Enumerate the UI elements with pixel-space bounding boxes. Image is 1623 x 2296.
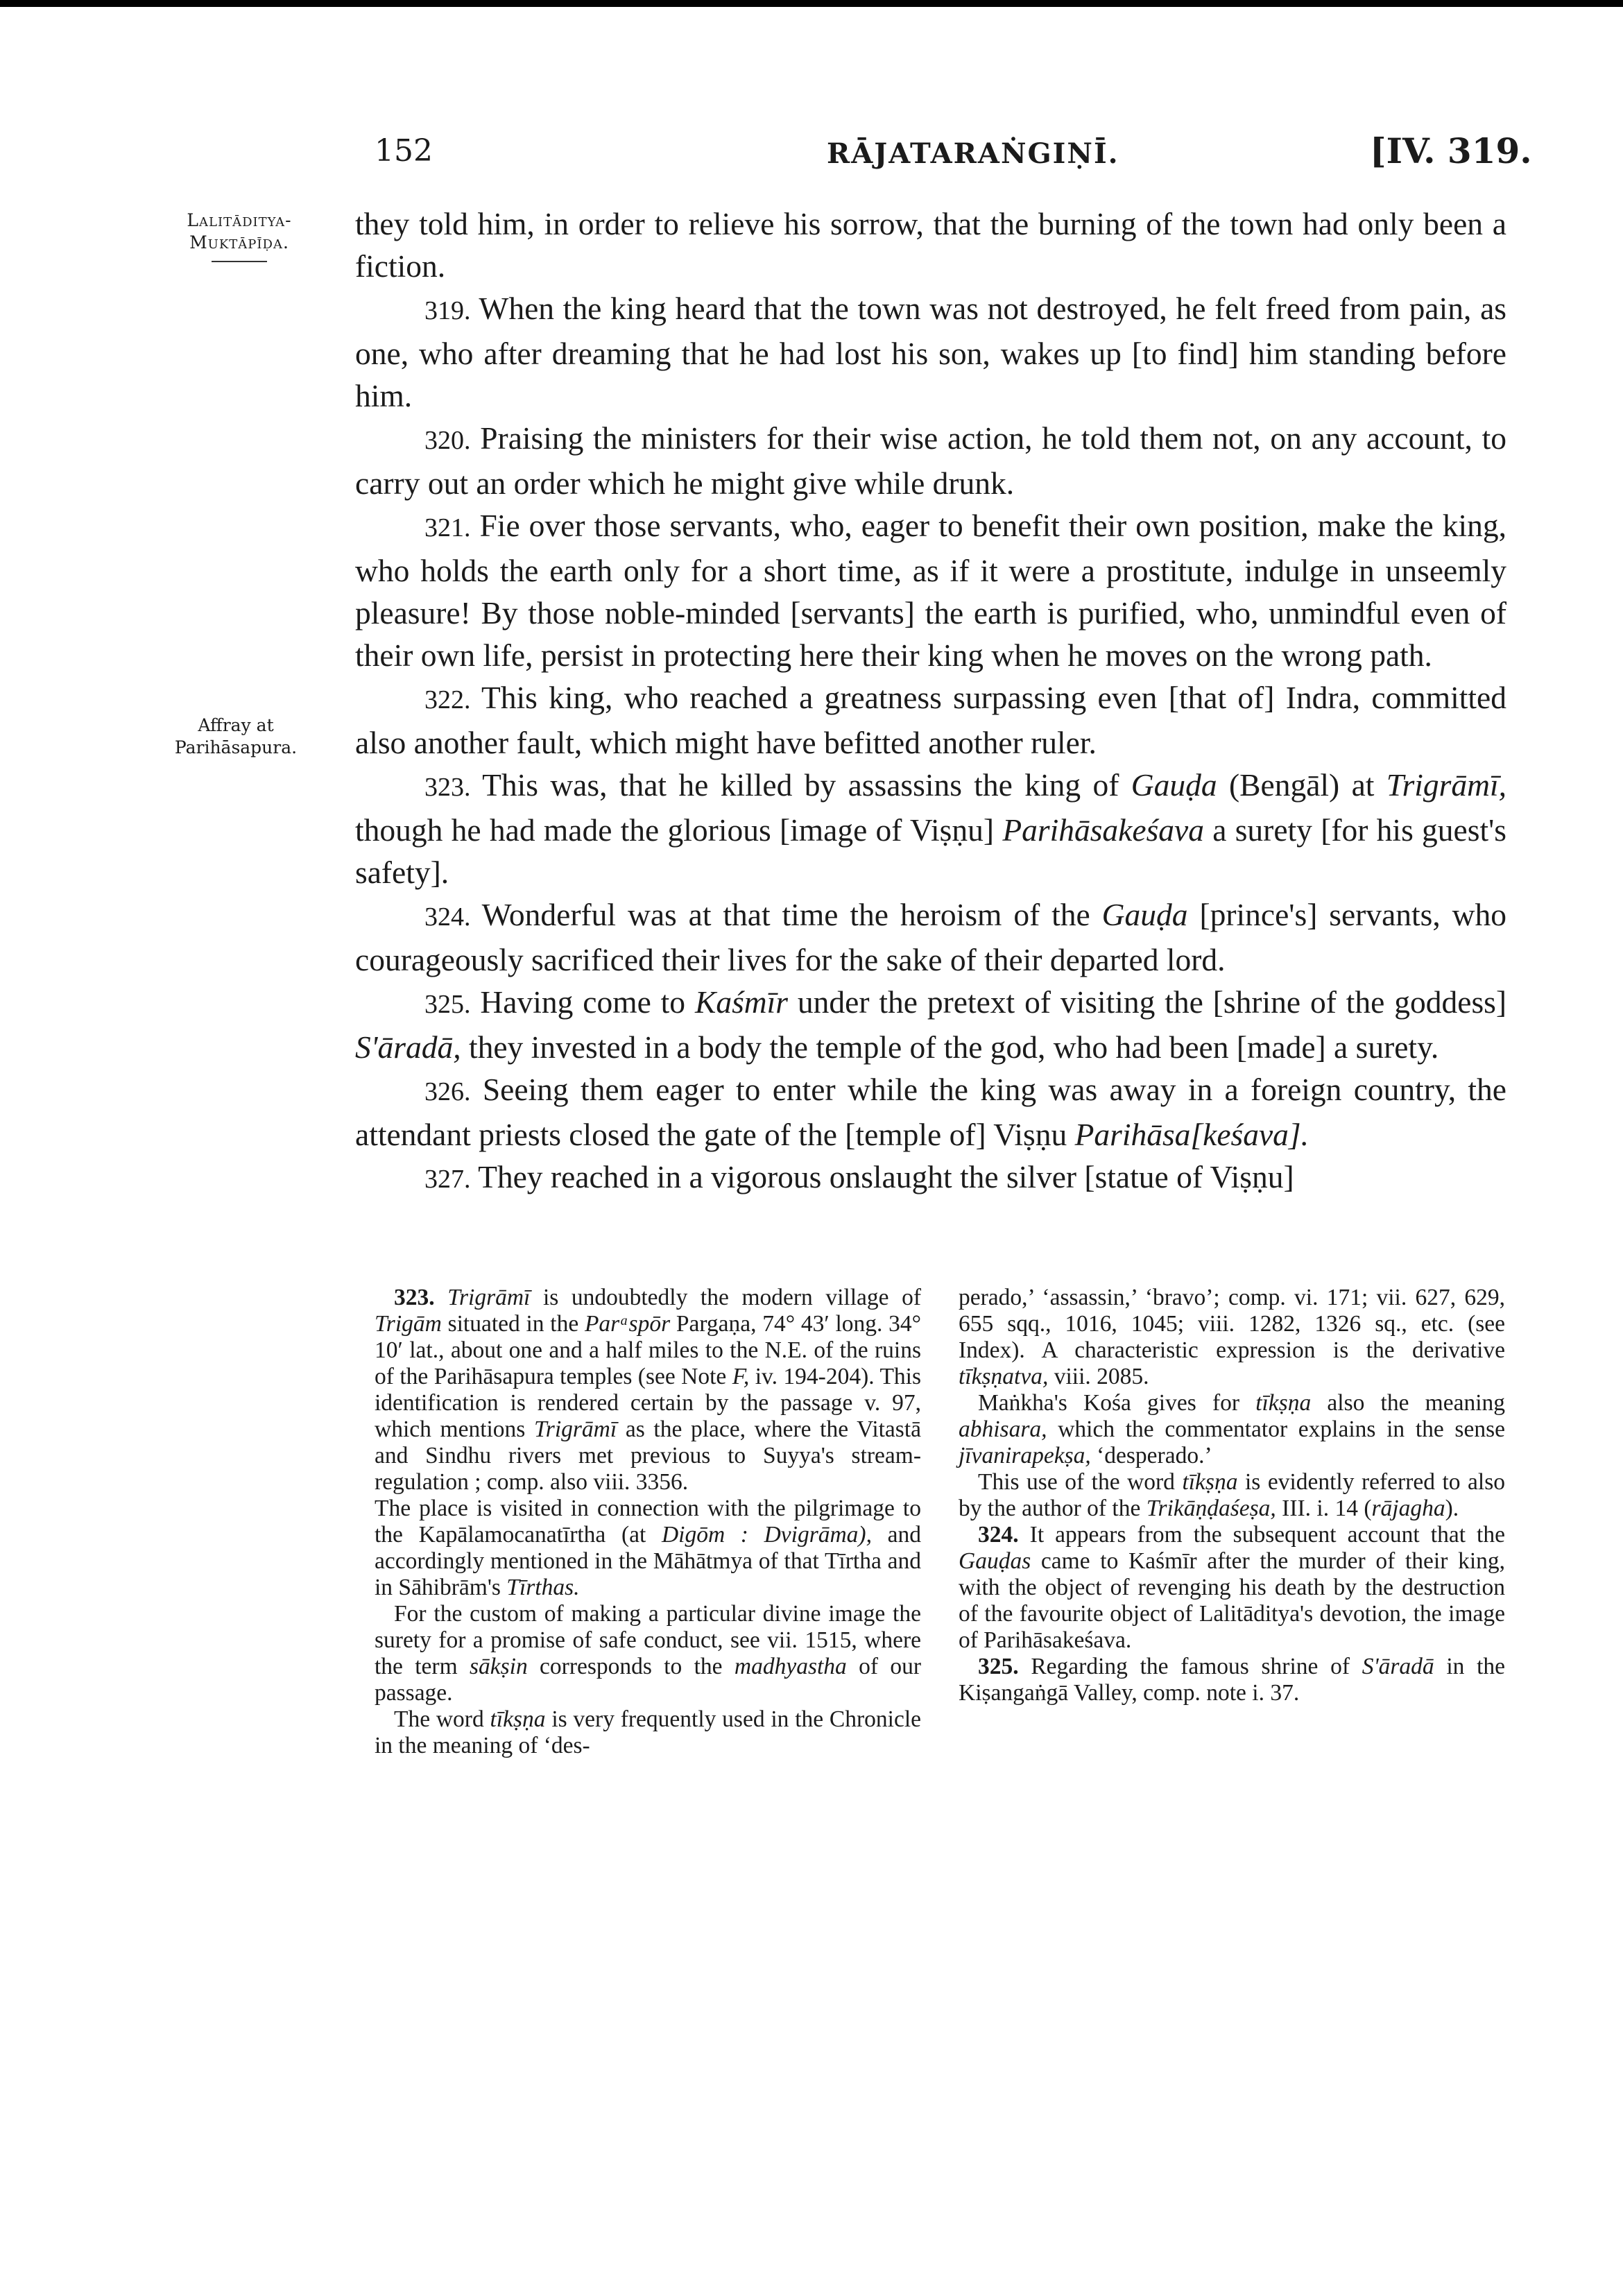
verse-320: 320. Praising the ministers for their wise action, he told them not, on any account, to carry out an order which he might give while drunk. [355,420,1506,501]
margin-note-divider [212,261,267,262]
footnote-323-continued: perado,’ ‘assassin,’ ‘bravo’; comp. vi. 171; vii. 627, 629, 655 sqq., 1016, 1045; viii. 1282, 1326 sq., etc. (see Index). A characteristic expression is the derivative tīkṣṇatva, viii. 2085. [959,1285,1505,1389]
footnote-324: 324. It appears from the subsequent account that the Gauḍas came to Kaśmīr after the murder of their king, with the object of revenging his death by the destruction of the favourite object of Lalitāditya's devotion, the image of Parihāsakeśava. [959,1522,1505,1653]
verse-323: 323. This was, that he killed by assassins the king of Gauḍa (Bengāl) at Trigrāmī, though he had made the glorious [image of Viṣṇu] Parihāsakeśava a surety [for his guest's safety]. [355,767,1507,890]
verse-number: 319. [424,296,471,325]
top-border-rule [0,0,1623,7]
verse-number: 326. [424,1077,471,1106]
footnote-number: 325. [978,1654,1019,1679]
margin-note-ruler [142,209,336,262]
verse-number: 324. [424,902,471,932]
margin-note-ruler-line2: Muktāpīḍa. [189,232,289,252]
page-number: 152 [375,133,433,169]
margin-note-affray [139,714,333,759]
footnotes-column-left [375,1285,921,1759]
footnotes [375,1285,1505,1759]
verse-327: 327. They reached in a vigorous onslaught the silver [statue of Viṣṇu] [424,1159,1294,1194]
running-title: RĀJATARAṄGIṆĪ. [827,137,1119,170]
footnote-325: 325. Regarding the famous shrine of S'āradā in the Kiṣangaṅgā Valley, comp. note i. 37. [959,1654,1506,1706]
verse-number: 321. [424,513,471,542]
verse-number: 325. [424,990,471,1019]
verse-318-tail: they told him, in order to relieve his sorrow, that the burning of the town had only been a fiction. [355,206,1506,284]
verse-322: 322. This king, who reached a greatness surpassing even [that of] Indra, committed also another fault, which might have befitted another ruler. [355,680,1506,760]
main-text [355,203,1506,1201]
verse-324: 324. Wonderful was at that time the heroism of the Gauḍa [prince's] servants, who courageously sacrificed their lives for the sake of their departed lord. [355,897,1507,977]
verse-number: 327. [424,1165,471,1194]
footnote-323-paragraph-6: This use of the word tīkṣṇa is evidently referred to also by the author of the Trikāṇḍaśeṣa, III. i. 14 (rājagha). [959,1469,1506,1521]
margin-note-affray-line2: Parihāsapura. [174,737,298,757]
verse-319: 319. When the king heard that the town was not destroyed, he felt freed from pain, as one, who after dreaming that he had lost his son, wakes up [to find] him standing before him. [355,291,1506,413]
margin-note-ruler-line1: Lalitāditya- [187,210,292,230]
page-header [0,125,1623,180]
verse-325: 325. Having come to Kaśmīr under the pretext of visiting the [shrine of the goddess] S'āradā, they invested in a body the temple of the god, who had been [made] a surety. [355,984,1507,1065]
verse-number: 320. [424,426,471,455]
verse-number: 323. [424,773,471,802]
margin-note-affray-line1: Affray at [198,715,274,735]
footnote-323-paragraph-5: Maṅkha's Kośa gives for tīkṣṇa also the meaning abhisara, which the commentator explains in the sense jīvanirapekṣa, ‘desperado.’ [959,1390,1506,1468]
verse-321: 321. Fie over those servants, who, eager to benefit their own position, make the king, who holds the earth only for a short time, as if it were a prostitute, indulge in unseemly pleasure! By those noble-minded [servants] the earth is purified, who, unmindful even of their own life, persist in protecting here their king when he moves on the wrong path. [355,508,1506,673]
footnote-number: 324. [978,1522,1019,1548]
footnote-323-paragraph-2: The place is visited in connection with the pilgrimage to the Kapālamocanatīrtha (at Digōm : Dvigrāma), and accordingly mentioned in the Māhātmya of that Tīrtha and in Sāhibrām's Tīrthas. [375,1496,921,1600]
verse-326: 326. Seeing them eager to enter while the king was away in a foreign country, the attendant priests closed the gate of the [temple of] Viṣṇu Parihāsa[keśava]. [355,1072,1507,1152]
footnote-323: 323. Trigrāmī is undoubtedly the modern village of Trigām situated in the Parᵃspōr Pargaṇa, 74° 43′ long. 34° 10′ lat., about one and a half miles to the N.E. of the ruins of the Parihāsapura temples (see Note F, iv. 194-204). This identification is rendered certain by the passage v. 97, which mentions Trigrāmī as the place, where the Vitastā and Sindhu rivers met previous to Suyya's stream-regulation ; comp. also viii. 3356. [375,1285,922,1495]
section-reference: [IV. 319. [1370,130,1532,171]
footnote-323-paragraph-4: The word tīkṣṇa is very frequently used in the Chronicle in the meaning of ‘des- [375,1706,922,1758]
footnote-323-paragraph-3: For the custom of making a particular divine image the surety for a promise of safe conduct, see vii. 1515, where the term sākṣin corresponds to the madhyastha of our passage. [375,1601,922,1706]
verse-number: 322. [424,685,471,714]
footnote-number: 323. [394,1285,435,1310]
footnotes-column-right [959,1285,1505,1759]
